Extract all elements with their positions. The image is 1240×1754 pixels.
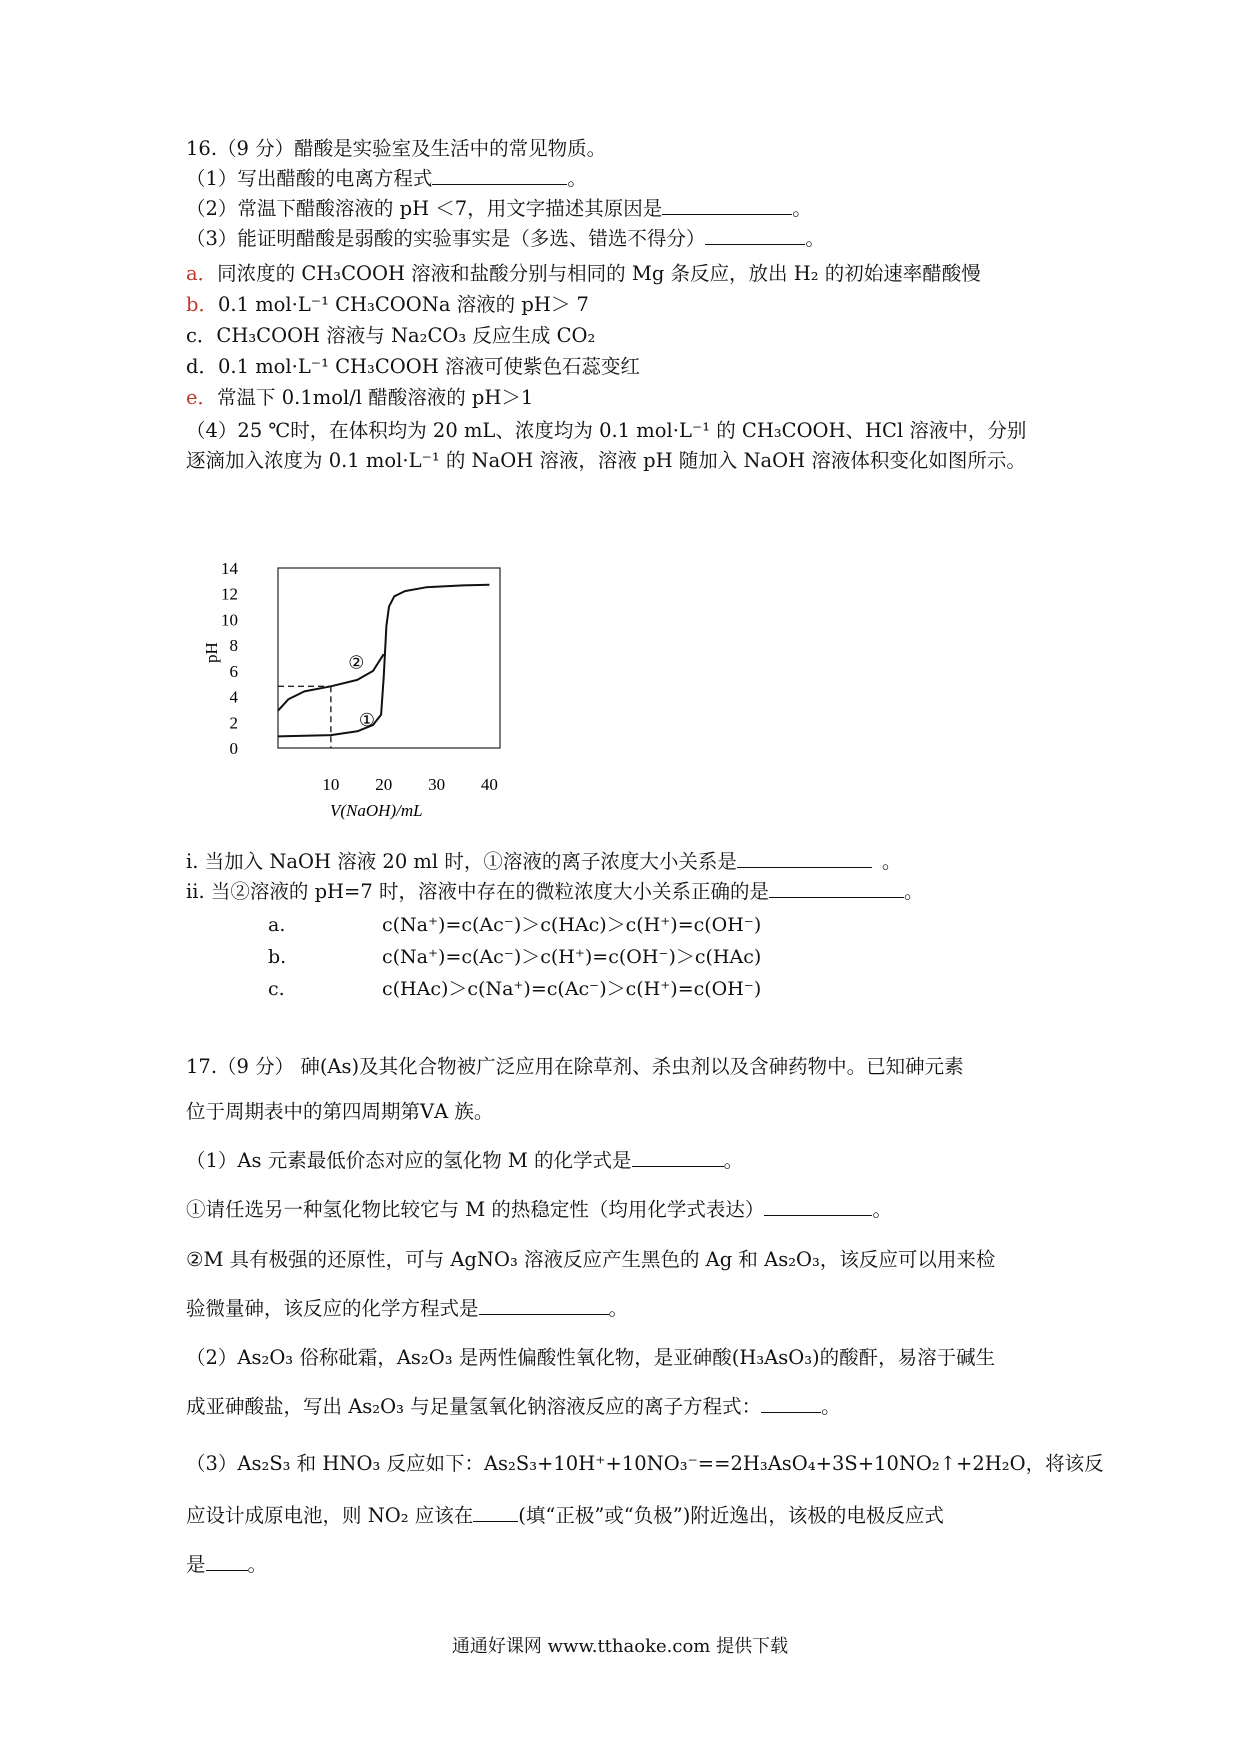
q16-stem: 16.（9 分）醋酸是实验室及生活中的常见物质。 <box>186 137 607 160</box>
q17-part1-text: （1）As 元素最低价态对应的氢化物 M 的化学式是 <box>186 1149 632 1172</box>
option-text: 0.1 mol·L⁻¹ CH₃COONa 溶液的 pH＞ 7 <box>217 293 589 316</box>
q17-part3-text-cont: (填“正极”或“负极”)附近逸出，该极的电极反应式 <box>518 1504 944 1527</box>
y-ticks <box>221 559 239 758</box>
option-text: 0.1 mol·L⁻¹ CH₃COOH 溶液可使紫色石蕊变红 <box>217 355 640 378</box>
option-text: CH₃COOH 溶液与 Na₂CO₃ 反应生成 CO₂ <box>216 324 596 347</box>
relation-a-label: a. <box>268 914 286 936</box>
q17-part1 <box>186 1148 743 1174</box>
q17-part2-text: 成亚砷酸盐，写出 As₂O₃ 与足量氢氧化钠溶液反应的离子方程式： <box>186 1395 762 1418</box>
titration-chart <box>200 528 520 828</box>
q16-part1 <box>186 166 587 192</box>
x-tick-label: 20 <box>375 775 393 794</box>
punct: 。 <box>792 197 812 220</box>
answer-blank[interactable] <box>432 166 567 185</box>
answer-blank[interactable] <box>206 1552 248 1571</box>
option-text: 同浓度的 CH₃COOH 溶液和盐酸分别与相同的 Mg 条反应，放出 H₂ 的初始速率醋酸慢 <box>217 262 981 285</box>
punct: 。 <box>872 1198 892 1221</box>
q17-sub1-text: ①请任选另一种氢化物比较它与 M 的热稳定性（均用化学式表达） <box>186 1198 765 1221</box>
answer-blank[interactable] <box>737 849 872 868</box>
punct: 。 <box>247 1553 268 1576</box>
q17-part3-line3 <box>186 1552 267 1578</box>
relation-b-label: b. <box>268 946 287 968</box>
q17-stem-line2: 位于周期表中的第四周期第ⅤA 族。 <box>186 1100 494 1123</box>
option-label: d． <box>186 355 218 378</box>
option-a <box>186 261 981 287</box>
y-tick-label: 6 <box>229 661 238 681</box>
punct: 。 <box>805 227 825 250</box>
answer-blank[interactable] <box>632 1148 724 1167</box>
q17-sub2-line1: ②M 具有极强的还原性，可与 AgNO₃ 溶液反应产生黑色的 Ag 和 As₂O₃，该反应可以用来检 <box>186 1248 996 1271</box>
q16-part3 <box>186 226 825 252</box>
relation-b-formula: c(Na⁺)=c(Ac⁻)＞c(H⁺)=c(OH⁻)＞c(HAc) <box>382 946 762 968</box>
answer-blank[interactable] <box>769 879 904 898</box>
plot-frame <box>278 568 500 748</box>
x-axis-label: V(NaOH)/mL <box>330 801 423 820</box>
y-axis-label: pH <box>202 642 221 663</box>
x-tick-label: 10 <box>322 775 340 794</box>
answer-blank[interactable] <box>705 226 805 245</box>
option-d <box>186 354 640 380</box>
x-tick-label: 40 <box>480 775 498 794</box>
series-label-1: ① <box>358 710 376 731</box>
q17-stem-line1: 17.（9 分） 砷(As)及其化合物被广泛应用在除草剂、杀虫剂以及含砷药物中。已知砷元素 <box>186 1055 964 1078</box>
relation-c-label: c. <box>268 978 285 1000</box>
x-ticks <box>322 775 498 794</box>
q16-part4-line2: 逐滴加入浓度为 0.1 mol·L⁻¹ 的 NaOH 溶液，溶液 pH 随加入 NaOH 溶液体积变化如图所示。 <box>186 449 1026 472</box>
sub-question-i-text: ⅰ. 当加入 NaOH 溶液 20 ml 时，①溶液的离子浓度大小关系是 <box>186 850 737 873</box>
q16-part2-text: （2）常温下醋酸溶液的 pH ＜7，用文字描述其原因是 <box>186 197 663 220</box>
q17-sub2-line2 <box>186 1296 628 1322</box>
guide-lines <box>278 686 331 748</box>
q17-part3-text: 是 <box>186 1553 206 1576</box>
answer-blank[interactable] <box>662 196 792 215</box>
answer-blank[interactable] <box>764 1197 872 1216</box>
option-label: c． <box>186 324 217 347</box>
footer-source: 通通好课网 www.tthaoke.com 提供下载 <box>451 1636 789 1657</box>
option-label: b． <box>186 293 218 316</box>
q17-sub2-text: 验微量砷，该反应的化学方程式是 <box>186 1297 479 1320</box>
y-tick-label: 2 <box>229 713 238 733</box>
option-label: e． <box>186 386 218 409</box>
y-tick-label: 4 <box>229 687 238 707</box>
punct: 。 <box>723 1149 744 1172</box>
sub-question-ii <box>186 879 924 905</box>
punct: 。 <box>608 1297 629 1320</box>
q17-sub1 <box>186 1197 892 1223</box>
sub-question-ii-text: ⅱ. 当②溶液的 pH=7 时，溶液中存在的微粒浓度大小关系正确的是 <box>186 880 770 903</box>
y-tick-label: 8 <box>229 636 238 656</box>
y-tick-label: 10 <box>221 610 238 630</box>
series-label-2: ② <box>348 652 365 673</box>
series-lines <box>278 585 489 737</box>
q17-part2-line2 <box>186 1394 841 1420</box>
y-tick-label: 0 <box>229 739 238 758</box>
q17-part3-line1: （3）As₂S₃ 和 HNO₃ 反应如下：As₂S₃+10H⁺+10NO₃⁻==2H₃AsO₄+3S+10NO₂↑+2H₂O，将该反 <box>186 1452 1104 1475</box>
option-text: 常温下 0.1mol/l 醋酸溶液的 pH＞1 <box>217 386 534 409</box>
y-tick-label: 12 <box>221 584 238 604</box>
punct: 。 <box>821 1395 841 1418</box>
sub-question-i <box>186 849 901 875</box>
relation-a-formula: c(Na⁺)=c(Ac⁻)＞c(HAc)＞c(H⁺)=c(OH⁻) <box>382 914 762 936</box>
q16-part4-line1: （4）25 ℃时，在体积均为 20 mL、浓度均为 0.1 mol·L⁻¹ 的 CH₃COOH、HCl 溶液中，分别 <box>186 419 1027 442</box>
q16-part1-text: （1）写出醋酸的电离方程式 <box>186 167 433 190</box>
q16-part2 <box>186 196 812 222</box>
x-tick-label: 30 <box>428 775 446 794</box>
answer-blank[interactable] <box>473 1503 518 1522</box>
answer-blank[interactable] <box>761 1394 821 1413</box>
q17-part3-line2 <box>186 1503 944 1529</box>
option-b <box>186 292 589 318</box>
y-tick-label: 14 <box>221 559 238 578</box>
relation-c-formula: c(HAc)＞c(Na⁺)=c(Ac⁻)＞c(H⁺)=c(OH⁻) <box>382 978 762 1000</box>
q17-part3-text: 应设计成原电池，则 NO₂ 应该在 <box>186 1504 474 1527</box>
option-c <box>186 323 595 349</box>
q16-part3-text: （3）能证明醋酸是弱酸的实验事实是（多选、错选不得分） <box>186 227 706 250</box>
punct: 。 <box>881 850 902 873</box>
option-label: a． <box>186 262 218 285</box>
punct: 。 <box>567 167 587 190</box>
series-line-1 <box>278 585 489 737</box>
option-e <box>186 385 533 411</box>
q17-part2-line1: （2）As₂O₃ 俗称砒霜，As₂O₃ 是两性偏酸性氧化物，是亚砷酸(H₃AsO₃)的酸酐，易溶于碱生 <box>186 1346 996 1369</box>
punct: 。 <box>904 880 924 903</box>
answer-blank[interactable] <box>479 1296 609 1315</box>
y-axis-label-group <box>202 642 221 663</box>
series-labels <box>348 652 375 730</box>
